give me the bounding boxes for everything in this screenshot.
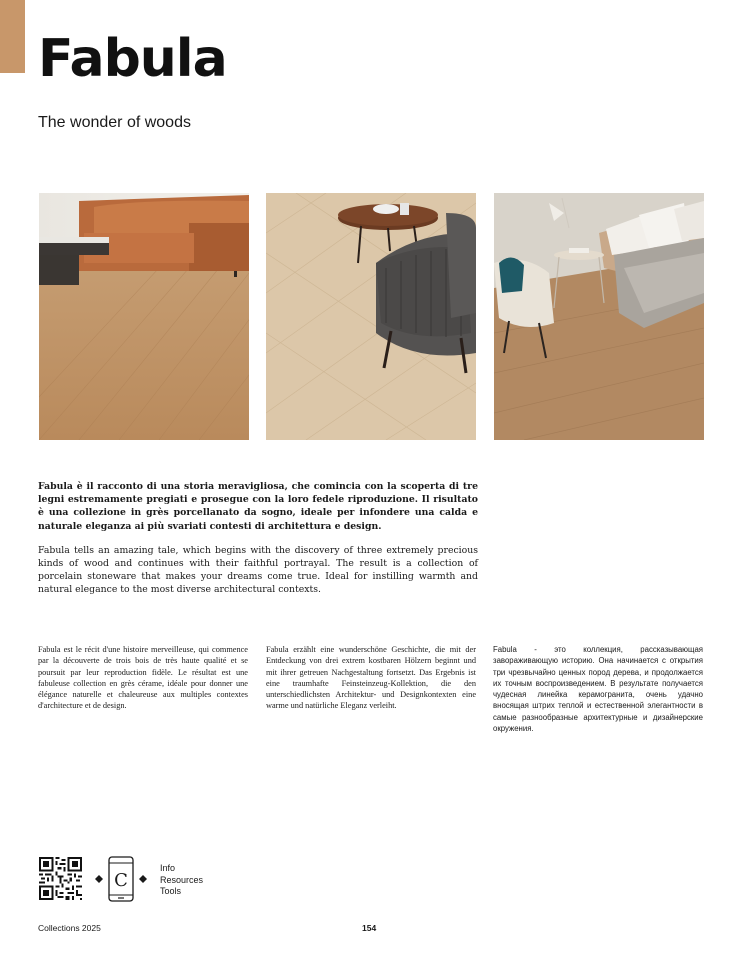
page-title: Fabula: [38, 29, 227, 89]
text-french: Fabula est le récit d'une histoire merveilleuse, qui commence par la découverte de trois bois de très haute qualité et se poursuit par leur reproduction fidèle. Le résultat est une fabuleuse collection en grès cérame, idéale pour donner une élégance naturelle et chaleureuse aux multiples contextes d'architecture et de design.: [38, 645, 248, 711]
page-subtitle: The wonder of woods: [38, 114, 191, 131]
armchair-herringbone-photo: [266, 193, 476, 440]
tools-link[interactable]: Tools: [160, 886, 182, 896]
page-number: 154: [362, 923, 377, 933]
resources-link[interactable]: Resources: [160, 874, 204, 885]
phone-logo-letter: C: [114, 870, 128, 891]
text-russian: Fabula - это коллекция, рассказывающая завораживающую историю. Она начинается с открытия три чрезвычайно ценных пород дерева, и продолжается их точным воспроизведением. В результате получается чудесная линейка керамогранита, очень удачно вносящая штрих теплой и естественной элегантности в самые разнообразные архитектурные и дизайнерские окружения.: [493, 645, 703, 734]
accent-tab: [0, 0, 25, 73]
text-german: Fabula erzählt eine wunderschöne Geschichte, die mit der Entdeckung von drei extrem kostbaren Hölzern beginnt und mit ihrer getreuen Nachgestaltung fortsetzt. Das Ergebnis ist eine traumhafte Feinsteinzeug-Kollektion, die den unterschiedlichsten Architektur- und Designkontexten eine warme und natürliche Eleganz verleiht.: [266, 645, 476, 711]
resource-links: [160, 863, 203, 898]
bedroom-photo: [494, 193, 704, 440]
footer-collection: Collections 2025: [38, 923, 101, 933]
intro-italian: Fabula è il racconto di una storia meravigliosa, che comincia con la scoperta di tre legni estremamente pregiati e prosegue con la loro fedele riproduzione. Il risultato è una collezione in grès porcellanato da sogno, ideale per infondere una calda e naturale eleganza ai più svariati contesti di architettura e design.: [38, 481, 478, 532]
qr-code-icon[interactable]: [39, 857, 82, 900]
intro-english: Fabula tells an amazing tale, which begins with the discovery of three extremely precious kinds of wood and continues with their faithful portrayal. The result is a collection of porcelain stoneware that makes your dreams come true. Ideal for instilling warmth and natural elegance to the most diverse architectural contexts.: [38, 545, 478, 595]
mobile-app-icon[interactable]: [93, 856, 151, 902]
info-link[interactable]: Info: [160, 863, 176, 873]
living-room-sofa-photo: [39, 193, 249, 440]
